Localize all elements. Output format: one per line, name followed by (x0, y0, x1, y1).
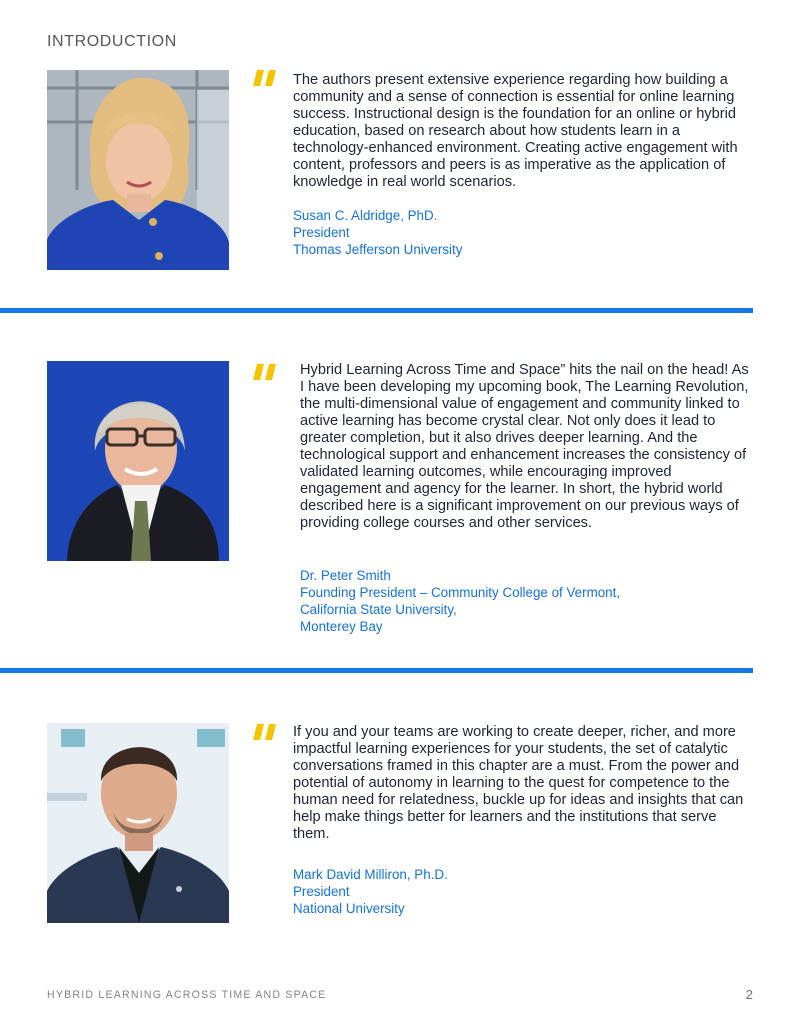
portrait-photo-1 (47, 70, 229, 270)
quote-mark-icon (252, 364, 280, 384)
testimonial-attribution-3 (293, 866, 448, 917)
testimonial-quote-1: The authors present extensive experience regarding how building a community and a sense of connection is essential for online learning success. Instructional design is the foundation for an online or hybrid education, based on research about how students learn in a technology-enhanced environment. Creating active engagement with content, professors and peers is as imperative as the application of knowledge in real world scenarios. (293, 72, 738, 190)
attribution-location-2: Monterey Bay (300, 619, 383, 634)
quote-mark-icon (252, 70, 280, 90)
testimonial-attribution-1 (293, 207, 462, 258)
attribution-org-3: National University (293, 901, 405, 916)
section-divider-2 (0, 668, 753, 673)
portrait-photo-3 (47, 723, 229, 923)
quote-mark-icon (252, 724, 280, 744)
portrait-photo-2 (47, 361, 229, 561)
attribution-org-2: California State University, (300, 602, 457, 617)
attribution-org-1: Thomas Jefferson University (293, 242, 463, 257)
attribution-title-1: President (293, 225, 350, 240)
section-divider-1 (0, 308, 753, 313)
testimonial-attribution-2 (300, 567, 620, 635)
page-number: 2 (745, 987, 753, 1002)
attribution-title-3: President (293, 884, 350, 899)
attribution-name-1: Susan C. Aldridge, PhD. (293, 208, 438, 223)
attribution-name-2: Dr. Peter Smith (300, 568, 391, 583)
testimonial-quote-3: If you and your teams are working to create deeper, richer, and more impactful learning experiences for your students, the set of catalytic conversations framed in this chapter are a must. From the power and potential of autonomy in learning to the quest for competence to the human need for relatedness, buckle up for ideas and insights that can help make things better for learners and the institutions that serve them. (293, 724, 744, 842)
footer-book-title: HYBRID LEARNING ACROSS TIME AND SPACE (47, 989, 327, 1001)
attribution-name-3: Mark David Milliron, Ph.D. (293, 867, 448, 882)
attribution-title-2: Founding President – Community College of Vermont, (300, 585, 621, 600)
section-title: INTRODUCTION (47, 33, 177, 50)
testimonial-quote-2: Hybrid Learning Across Time and Space” hits the nail on the head! As I have been developing my upcoming book, The Learning Revolution, the multi-dimensional value of engagement and community linked to active learning has become crystal clear. Not only does it lead to greater completion, but it also drives deeper learning. And the technological support and enhancement increases the consistency of validated learning outcomes, while encouraging improved engagement and agency for the learner. In short, the hybrid world described here is a significant improvement on our previous ways of providing college courses and other services. (300, 362, 749, 531)
